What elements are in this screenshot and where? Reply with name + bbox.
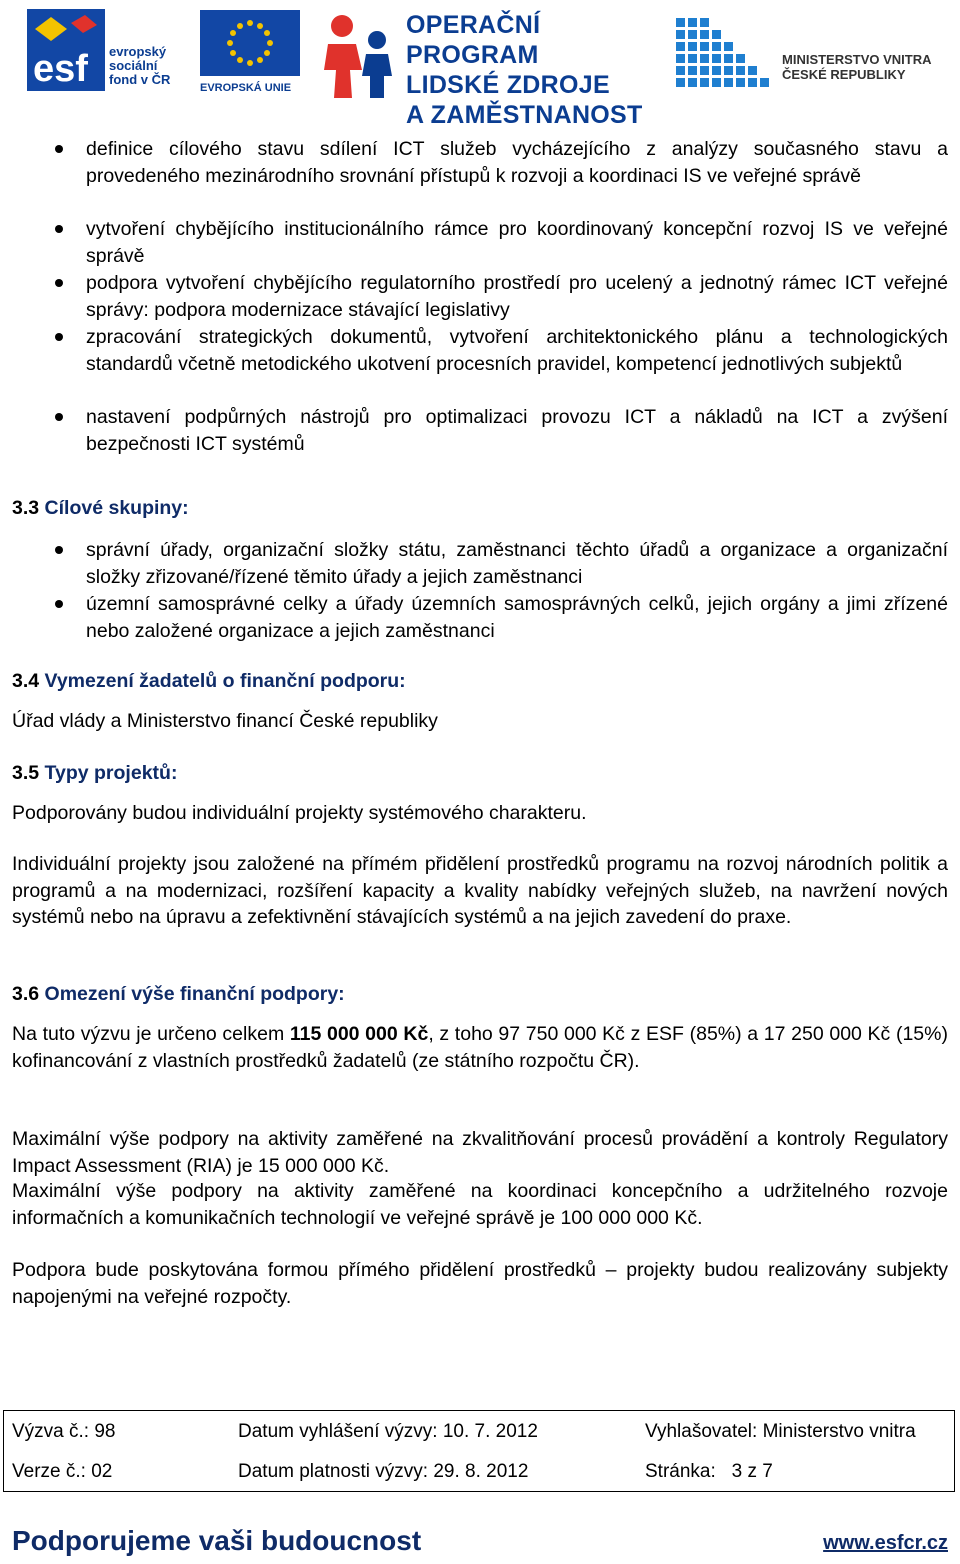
footer-announcer: Vyhlašovatel: Ministerstvo vnitra xyxy=(645,1421,916,1442)
bullet-icon xyxy=(55,333,63,341)
list-item: podpora vytvoření chybějícího regulatorního prostředí pro ucelený a jednotný rámec ICT veřejné správy: podpora modernizace stávající legislativy xyxy=(86,272,948,321)
bullet-icon xyxy=(55,600,63,608)
section-number: 3.3 xyxy=(12,497,40,519)
esf-letters: esf xyxy=(33,48,88,90)
footer-announce-date: Datum vyhlášení výzvy: 10. 7. 2012 xyxy=(238,1421,538,1442)
footer-version: Verze č.: 02 xyxy=(12,1461,113,1482)
esf-logo xyxy=(27,9,197,99)
op-caption-line: OPERAČNÍ PROGRAM xyxy=(406,11,541,69)
bullet-icon xyxy=(55,145,63,153)
section-title: Vymezení žadatelů o finanční podporu: xyxy=(44,670,406,692)
list-item: zpracování strategických dokumentů, vytvoření architektonického plánu a technologických standardů včetně metodického ukotvení procesních pravidel, kompetencí jednotlivých subjektů xyxy=(86,326,948,375)
allocation-text xyxy=(12,1021,948,1074)
bullet-icon xyxy=(55,413,63,421)
section-title: Cílové skupiny: xyxy=(44,497,189,519)
max-support-ria-text: Maximální výše podpory na aktivity zaměřené na zkvalitňování procesů provádění a kontroly Regulatory Impact Assessment (RIA) je 15 000 000 Kč. xyxy=(12,1128,948,1177)
op-caption xyxy=(406,10,662,130)
individual-projects-text: Individuální projekty jsou založené na přímém přidělení prostředků programu na rozvoj národních politik a programů a na modernizaci, rozšíření kapacity a kvality nabídky veřejných služeb, na navržení nových systémů nebo na úpravu a zefektivnění stávajících systémů a na jejich zavedení do praxe. xyxy=(12,853,948,929)
eu-flag-icon xyxy=(200,10,300,76)
op-caption-line: A ZAMĚSTNANOST xyxy=(406,101,643,129)
section-heading-3-6 xyxy=(12,983,345,1006)
ministry-dots-icon xyxy=(676,14,772,98)
esf-caption-line: evropský xyxy=(109,44,167,59)
section-heading-3-5 xyxy=(12,762,177,785)
eu-logo xyxy=(200,10,310,100)
ministry-caption-line: ČESKÉ REPUBLIKY xyxy=(782,67,906,82)
section-title: Omezení výše finanční podpory: xyxy=(44,983,345,1005)
section-title: Typy projektů: xyxy=(44,762,178,784)
op-caption-line: LIDSKÉ ZDROJE xyxy=(406,71,610,99)
bullet-icon xyxy=(55,546,63,554)
section-heading-3-4 xyxy=(12,670,406,693)
eu-caption: EVROPSKÁ UNIE xyxy=(200,82,292,94)
esf-caption-line: sociální xyxy=(109,58,158,73)
max-support-ict-text: Maximální výše podpory na aktivity zaměřené na koordinaci koncepčního a udržitelného rozvoje informačních a komunikačních technologií ve veřejné správě je 100 000 000 Kč. xyxy=(12,1180,948,1229)
list-item: správní úřady, organizační složky státu, zaměstnanci těchto úřadů a organizace a organizační složky zřizované/řízené těmito úřady a jejich zaměstnanci xyxy=(86,539,948,588)
allocation-text-start: Na tuto výzvu je určeno celkem xyxy=(12,1023,290,1045)
list-item: územní samosprávné celky a úřady územních samosprávných celků, jejich orgány a jimi zřízené nebo založené organizace a jejich zaměstnanci xyxy=(86,593,948,642)
ministry-logo xyxy=(676,14,946,100)
ministry-caption xyxy=(782,52,932,82)
list-item: nastavení podpůrných nástrojů pro optimalizaci provozu ICT a nákladů na ICT a zvýšení bezpečnosti ICT systémů xyxy=(86,406,948,455)
esf-caption xyxy=(109,45,170,87)
footer-validity-date: Datum platnosti výzvy: 29. 8. 2012 xyxy=(238,1461,529,1482)
ministry-caption-line: MINISTERSTVO VNITRA xyxy=(782,52,932,67)
op-lzz-logo xyxy=(322,8,662,129)
bullet-icon xyxy=(55,279,63,287)
page-header xyxy=(0,0,960,129)
applicants-text: Úřad vlády a Ministerstvo financí České republiky xyxy=(12,710,438,732)
footer-call-number: Výzva č.: 98 xyxy=(12,1421,116,1442)
footer-page-number: Stránka: 3 z 7 xyxy=(645,1461,773,1482)
list-item: definice cílového stavu sdílení ICT služeb vycházejícího z analýzy současného stavu a provedeného mezinárodního srovnání přístupů k rozvoji a koordinaci IS ve veřejné správě xyxy=(86,138,948,187)
support-form-text: Podpora bude poskytována formou přímého přidělení prostředků – projekty budou realizovány subjekty napojenými na veřejné rozpočty. xyxy=(12,1259,948,1308)
footer-slogan: Podporujeme vaši budoucnost xyxy=(12,1525,422,1556)
op-figure-icon xyxy=(322,10,400,100)
section-number: 3.6 xyxy=(12,983,40,1005)
allocation-text-end: , z toho 97 750 000 Kč z ESF (85%) a 17 250 000 Kč (15%) kofinancování z vlastních prostředků žadatelů (ze státního rozpočtu ČR). xyxy=(12,1023,948,1072)
footer-info-table xyxy=(3,1410,955,1492)
list-item: vytvoření chybějícího institucionálního rámce pro koordinovaný koncepční rozvoj IS ve veřejné správě xyxy=(86,218,948,267)
section-number: 3.4 xyxy=(12,670,40,692)
esf-caption-line: fond v ČR xyxy=(109,72,171,87)
project-types-text: Podporovány budou individuální projekty systémového charakteru. xyxy=(12,802,587,824)
footer-website-link[interactable]: www.esfcr.cz xyxy=(823,1532,948,1554)
esf-mark-icon xyxy=(27,9,105,91)
allocation-total: 115 000 000 Kč xyxy=(289,1023,429,1045)
bullet-icon xyxy=(55,225,63,233)
section-heading-3-3 xyxy=(12,497,189,520)
section-number: 3.5 xyxy=(12,762,40,784)
